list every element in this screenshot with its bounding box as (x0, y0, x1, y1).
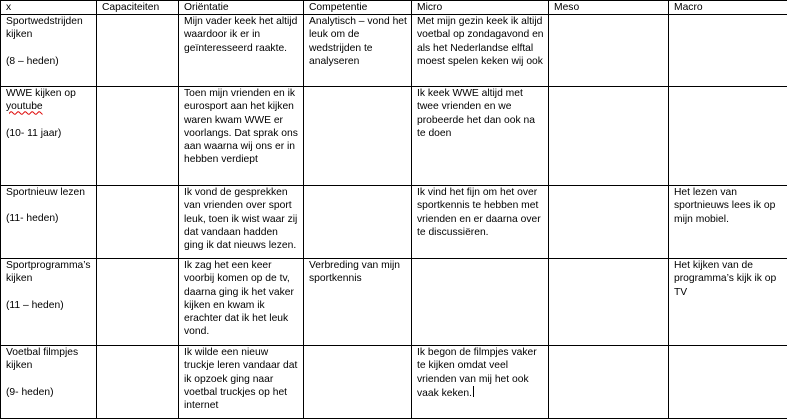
micro-cell (412, 259, 549, 346)
activity-cell (1, 186, 97, 259)
activity-period: (10- 11 jaar) (6, 127, 62, 139)
table-row (1, 346, 787, 419)
macro-cell (669, 15, 787, 87)
activity-cell (1, 15, 97, 87)
header-cell-macro: Macro (669, 1, 787, 15)
capaciteiten-cell (97, 259, 179, 346)
activity-name: Sportwedstrijden kijken (6, 16, 83, 41)
header-cell-capaciteiten: Capaciteiten (97, 1, 179, 15)
micro-cell-text: Ik begon de filmpjes vaker te kijken omdat veel vrienden van mij het ook vaak keken. (417, 347, 537, 399)
competentie-cell (304, 186, 412, 259)
text-cursor (473, 386, 474, 397)
activity-name-prefix: WWE kijken op (6, 88, 76, 100)
header-cell-x: x (1, 1, 97, 15)
micro-cell: Ik keek WWE altijd met twee vrienden en we probeerde het dan ook na te doen (412, 87, 549, 186)
macro-cell: Het kijken van de programma’s kijk ik op TV (669, 259, 787, 346)
macro-cell: Het lezen van sportnieuws lees ik op mijn mobiel. (669, 186, 787, 259)
table-row (1, 259, 787, 346)
capaciteiten-cell (97, 87, 179, 186)
orientatie-cell: Ik vond de gesprekken van vrienden over sport leuk, toen ik wist waar zij dat vandaan hadden ging ik dat nieuws lezen. (179, 186, 304, 259)
activity-period: (11 – heden) (6, 299, 64, 311)
activity-period: (11- heden) (6, 213, 59, 225)
activity-cell (1, 259, 97, 346)
orientatie-cell: Toen mijn vrienden en ik eurosport aan het kijken waren kwam WWE er voorlangs. Dat sprak ons aan waarna wij ons er in hebben verdiept (179, 87, 304, 186)
competentie-cell: Verbreding van mijn sportkennis (304, 259, 412, 346)
micro-cell: Met mijn gezin keek ik altijd voetbal op zondagavond en als het Nederlandse elftal moest spelen keken wij ook (412, 15, 549, 87)
capaciteiten-cell (97, 186, 179, 259)
competentie-cell (304, 346, 412, 419)
capaciteiten-cell (97, 15, 179, 87)
micro-cell: Ik vind het fijn om het over sportkennis te hebben met vrienden en er daarna over te discussiëren. (412, 186, 549, 259)
capaciteiten-cell (97, 346, 179, 419)
header-row (1, 1, 787, 15)
header-cell-competentie: Competentie (304, 1, 412, 15)
table-row (1, 186, 787, 259)
activity-cell (1, 346, 97, 419)
orientatie-cell: Ik zag het een keer voorbij komen op de tv, daarna ging ik het vaker kijken en kwam ik erachter dat ik het leuk vond. (179, 259, 304, 346)
meso-cell (549, 346, 669, 419)
table-row (1, 15, 787, 87)
macro-cell (669, 346, 787, 419)
macro-cell (669, 87, 787, 186)
competentie-cell: Analytisch – vond het leuk om de wedstrijden te analyseren (304, 15, 412, 87)
spellcheck-underlined-word: youtube (6, 101, 43, 113)
table-row (1, 87, 787, 186)
micro-cell[interactable] (412, 346, 549, 419)
activity-name: Voetbal filmpjes kijken (6, 347, 79, 372)
activity-period: (8 – heden) (6, 55, 59, 67)
header-cell-orientatie: Oriëntatie (179, 1, 304, 15)
meso-cell (549, 259, 669, 346)
activity-name (6, 87, 92, 113)
activity-name: Sportprogramma’s kijken (6, 260, 91, 285)
competentie-cell (304, 87, 412, 186)
activity-cell (1, 87, 97, 186)
orientatie-cell: Mijn vader keek het altijd waardoor ik er in geïnteresseerd raakte. (179, 15, 304, 87)
meso-cell (549, 87, 669, 186)
header-cell-micro: Micro (412, 1, 549, 15)
meso-cell (549, 15, 669, 87)
activity-period: (9- heden) (6, 386, 54, 398)
orientatie-cell: Ik wilde een nieuw truckje leren vandaar dat ik opzoek ging naar voetbal truckjes op het internet (179, 346, 304, 419)
header-cell-meso: Meso (549, 1, 669, 15)
meso-cell (549, 186, 669, 259)
activity-name: Sportnieuw lezen (6, 187, 85, 199)
